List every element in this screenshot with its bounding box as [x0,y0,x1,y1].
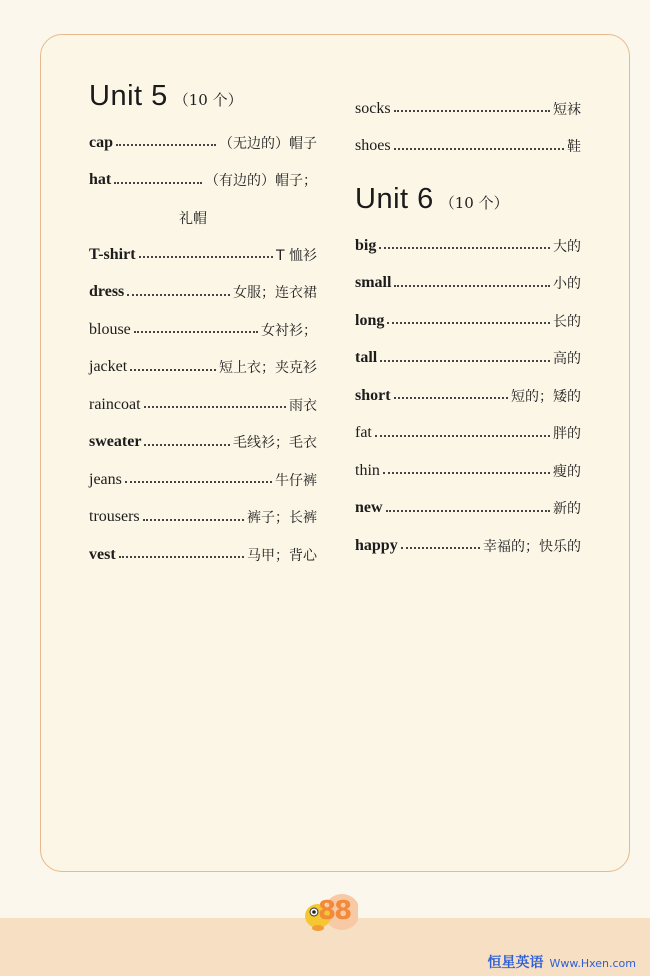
unit5-heading [89,80,317,124]
word-zh: 大的 [553,238,581,255]
word-en: happy [355,536,398,554]
word-en: shoes [355,137,391,155]
leader-dots [379,246,550,249]
vocab-entry [355,128,581,166]
word-zh: 胖的 [553,426,581,443]
vocab-entry [89,162,317,200]
leader-dots [143,518,244,521]
word-zh: 瘦的 [553,463,581,480]
leader-dots [387,321,550,324]
leader-dots [144,443,230,446]
vocab-entry [89,349,317,387]
vocab-entry [89,274,317,312]
vocab-entry [355,415,581,453]
watermark [487,952,636,972]
vocab-entry [89,499,317,537]
word-en: jacket [89,358,128,376]
leader-dots [394,109,550,112]
word-zh: 短袜 [553,101,581,118]
word-en: dress [89,283,125,301]
leader-dots [394,284,550,287]
word-zh: 裤子；长裤 [247,510,317,527]
vocab-entry [355,377,581,415]
word-zh: 女服；连衣裙 [233,285,317,302]
word-en: long [355,311,385,329]
word-zh: 女衬衫； [261,322,317,339]
leader-dots [383,471,550,474]
leader-dots [394,396,508,399]
vocab-entry [355,527,581,565]
leader-dots [116,143,216,146]
vocab-entry [89,124,317,162]
unit5-title: Unit 5 [89,80,168,112]
leader-dots [380,359,550,362]
word-en: trousers [89,508,140,526]
word-zh: 毛线衫；毛衣 [233,435,317,452]
unit6-title: Unit 6 [355,183,434,215]
word-zh: （有边的）帽子； [205,173,317,190]
vocab-entry [89,424,317,462]
unit5-column [89,80,317,574]
word-en: jeans [89,470,122,488]
word-en: short [355,386,391,404]
word-zh: 新的 [553,501,581,518]
leader-dots [114,181,202,184]
vocab-entry [89,386,317,424]
word-en: small [355,274,392,292]
word-en: T-shirt [89,245,136,263]
word-zh: 小的 [553,276,581,293]
vocab-entry [355,90,581,128]
word-en: tall [355,349,378,367]
word-en: cap [89,133,113,151]
word-zh: 雨衣 [289,397,317,414]
word-zh: 长的 [553,313,581,330]
word-en: big [355,236,377,254]
word-en: blouse [89,320,131,338]
leader-dots [386,509,550,512]
leader-dots [394,147,564,150]
vocab-entry [355,265,581,303]
word-zh: 马甲；背心 [247,547,317,564]
word-zh: 高的 [553,351,581,368]
leader-dots [130,368,216,371]
section-gap [355,165,581,183]
word-zh: 鞋 [567,139,581,156]
vocab-entry [355,227,581,265]
vocab-entry [89,311,317,349]
leader-dots [119,555,244,558]
vocab-entry [355,302,581,340]
vocab-entry [89,236,317,274]
page-number: 88 [318,896,351,926]
word-en: vest [89,545,116,563]
word-zh-continuation: 礼帽 [179,210,207,227]
unit5-count: （10 个） [173,91,243,109]
leader-dots [125,480,272,483]
leader-dots [401,546,480,549]
unit6-column [355,90,581,565]
word-en: fat [355,424,372,442]
vocab-entry [89,536,317,574]
vocab-entry [355,452,581,490]
unit6-count: （10 个） [439,194,509,212]
watermark-brand: 恒星英语 [487,955,544,971]
leader-dots [139,255,273,258]
word-zh: T 恤衫 [275,247,317,264]
word-zh: 短的；矮的 [511,388,581,405]
vocab-entry [355,340,581,378]
word-en: thin [355,461,380,479]
leader-dots [144,405,286,408]
word-en: new [355,499,383,517]
word-en: sweater [89,433,142,451]
watermark-site: Www.Hxen.com [549,957,636,970]
word-zh: 幸福的；快乐的 [483,538,581,555]
word-zh: 短上衣；夹克衫 [219,360,317,377]
unit6-heading [355,183,581,227]
vocab-entry [355,490,581,528]
word-en: raincoat [89,395,141,413]
leader-dots [134,330,258,333]
leader-dots [127,293,230,296]
leader-dots [375,434,550,437]
word-en: socks [355,99,391,117]
vocab-entry [89,461,317,499]
word-zh: （无边的）帽子 [219,135,317,152]
word-en: hat [89,171,112,189]
word-zh: 牛仔裤 [275,472,317,489]
